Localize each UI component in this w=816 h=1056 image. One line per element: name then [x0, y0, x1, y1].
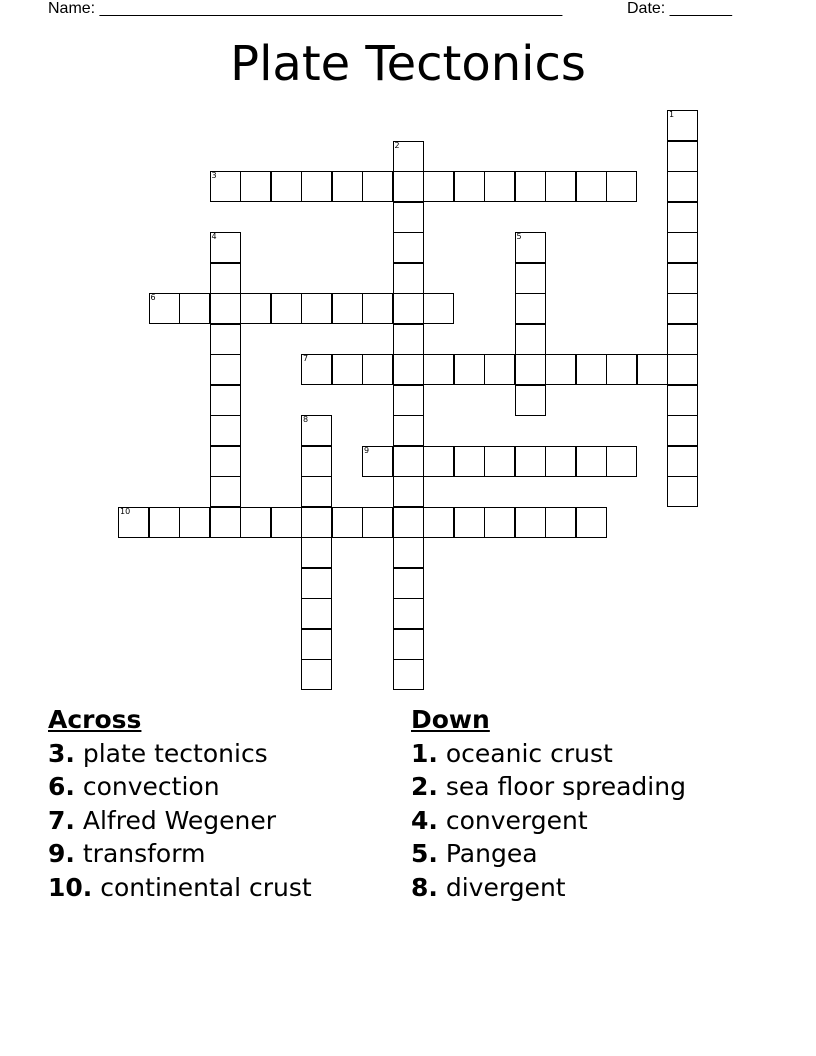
grid-cell[interactable]: [332, 171, 363, 202]
grid-cell[interactable]: [301, 293, 332, 324]
cell-number: 10: [120, 506, 131, 516]
clue-text: oceanic crust: [445, 738, 613, 768]
grid-cell[interactable]: [667, 171, 698, 202]
grid-cell[interactable]: [484, 171, 515, 202]
grid-cell[interactable]: [118, 507, 149, 538]
grid-cell[interactable]: [576, 507, 607, 538]
clue-text: continental crust: [100, 872, 312, 902]
grid-cell[interactable]: [667, 293, 698, 324]
grid-cell[interactable]: [240, 293, 271, 324]
grid-cell[interactable]: [301, 415, 332, 446]
grid-cell[interactable]: [667, 141, 698, 172]
clue-item: [411, 871, 686, 905]
clue-item: [48, 804, 312, 838]
grid-cell[interactable]: [210, 171, 241, 202]
clue-number: 1.: [411, 738, 438, 768]
clue-item: [411, 737, 686, 771]
grid-cell[interactable]: [454, 171, 485, 202]
cell-number: 3: [211, 171, 217, 180]
grid-cell[interactable]: [393, 354, 424, 385]
grid-cell[interactable]: [393, 232, 424, 263]
name-field: Name: ____________________________________________________: [48, 0, 563, 17]
down-clues: [411, 703, 686, 904]
grid-cell[interactable]: [545, 507, 576, 538]
grid-cell[interactable]: [301, 354, 332, 385]
grid-cell[interactable]: [301, 598, 332, 629]
date-field: Date: _______: [627, 0, 732, 17]
grid-cell[interactable]: [332, 354, 363, 385]
grid-cell[interactable]: [637, 354, 668, 385]
grid-cell[interactable]: [393, 171, 424, 202]
grid-cell[interactable]: [393, 537, 424, 568]
grid-cell[interactable]: [332, 507, 363, 538]
grid-cell[interactable]: [454, 354, 485, 385]
across-clues: [48, 703, 312, 904]
grid-cell[interactable]: [362, 293, 393, 324]
clue-number: 5.: [411, 839, 438, 868]
grid-cell[interactable]: [210, 293, 241, 324]
clue-item: [48, 770, 312, 804]
grid-cell[interactable]: [301, 537, 332, 568]
grid-cell[interactable]: [210, 446, 241, 477]
grid-cell[interactable]: [606, 446, 637, 477]
clue-text: Pangea: [445, 839, 538, 868]
grid-cell[interactable]: [393, 141, 424, 172]
grid-cell[interactable]: [545, 446, 576, 477]
clue-number: 4.: [411, 805, 438, 835]
grid-cell[interactable]: [515, 507, 546, 538]
clue-item: [48, 737, 312, 771]
grid-cell[interactable]: [393, 629, 424, 660]
grid-cell[interactable]: [210, 263, 241, 294]
grid-cell[interactable]: [301, 446, 332, 477]
grid-cell[interactable]: [271, 171, 302, 202]
clue-text: transform: [82, 839, 206, 868]
grid-cell[interactable]: [240, 507, 271, 538]
cell-number: 2: [394, 140, 400, 150]
grid-cell[interactable]: [667, 476, 698, 507]
grid-cell[interactable]: [423, 293, 454, 324]
grid-cell[interactable]: [301, 568, 332, 599]
cell-number: 4: [211, 232, 217, 241]
clue-text: convection: [82, 772, 220, 801]
clue-number: 10.: [48, 872, 93, 902]
grid-cell[interactable]: [362, 446, 393, 477]
grid-cell[interactable]: [423, 354, 454, 385]
grid-cell[interactable]: [667, 415, 698, 446]
clue-text: divergent: [445, 872, 566, 902]
grid-cell[interactable]: [576, 171, 607, 202]
grid-cell[interactable]: [484, 354, 515, 385]
clue-number: 2.: [411, 772, 438, 801]
cell-number: 9: [364, 445, 370, 455]
grid-cell[interactable]: [332, 293, 363, 324]
clue-item: [411, 770, 686, 804]
grid-cell[interactable]: [667, 324, 698, 355]
grid-cell[interactable]: [423, 507, 454, 538]
grid-cell[interactable]: [515, 293, 546, 324]
clue-number: 7.: [48, 805, 75, 835]
grid-cell[interactable]: [667, 202, 698, 233]
grid-cell[interactable]: [667, 385, 698, 416]
grid-cell[interactable]: [576, 446, 607, 477]
grid-cell[interactable]: [210, 385, 241, 416]
grid-cell[interactable]: [454, 446, 485, 477]
clue-item: [411, 837, 686, 871]
grid-cell[interactable]: [515, 354, 546, 385]
grid-cell[interactable]: [515, 446, 546, 477]
grid-cell[interactable]: [362, 354, 393, 385]
down-heading: Down: [411, 705, 490, 734]
grid-cell[interactable]: [149, 507, 180, 538]
grid-cell[interactable]: [362, 171, 393, 202]
grid-cell[interactable]: [240, 171, 271, 202]
grid-cell[interactable]: [210, 324, 241, 355]
grid-cell[interactable]: [210, 476, 241, 507]
clue-number: 3.: [48, 738, 75, 768]
grid-cell[interactable]: [149, 293, 180, 324]
across-heading: Across: [48, 705, 142, 734]
grid-cell[interactable]: [179, 293, 210, 324]
grid-cell[interactable]: [515, 385, 546, 416]
grid-cell[interactable]: [545, 171, 576, 202]
grid-cell[interactable]: [545, 354, 576, 385]
grid-cell[interactable]: [210, 354, 241, 385]
clue-item: [48, 871, 312, 905]
grid-cell[interactable]: [667, 446, 698, 477]
grid-cell[interactable]: [301, 507, 332, 538]
cell-number: 8: [303, 415, 309, 424]
grid-cell[interactable]: [271, 293, 302, 324]
clue-number: 8.: [411, 872, 438, 902]
grid-cell[interactable]: [210, 232, 241, 263]
grid-cell[interactable]: [393, 446, 424, 477]
grid-cell[interactable]: [210, 415, 241, 446]
grid-cell[interactable]: [301, 659, 332, 690]
grid-cell[interactable]: [179, 507, 210, 538]
grid-cell[interactable]: [667, 110, 698, 141]
grid-cell[interactable]: [515, 232, 546, 263]
grid-cell[interactable]: [210, 507, 241, 538]
grid-cell[interactable]: [576, 354, 607, 385]
grid-cell[interactable]: [362, 507, 393, 538]
grid-cell[interactable]: [606, 171, 637, 202]
grid-cell[interactable]: [515, 263, 546, 294]
grid-cell[interactable]: [393, 202, 424, 233]
clue-item: [411, 804, 686, 838]
page-title: Plate Tectonics: [230, 36, 586, 92]
clue-text: convergent: [445, 805, 588, 835]
grid-cell[interactable]: [454, 507, 485, 538]
grid-cell[interactable]: [301, 629, 332, 660]
cell-number: 6: [150, 293, 156, 302]
grid-cell[interactable]: [423, 446, 454, 477]
grid-cell[interactable]: [606, 354, 637, 385]
grid-cell[interactable]: [271, 507, 302, 538]
grid-cell[interactable]: [393, 385, 424, 416]
cell-number: 5: [516, 232, 522, 241]
grid-cell[interactable]: [667, 232, 698, 263]
clue-text: plate tectonics: [82, 738, 268, 768]
grid-cell[interactable]: [393, 324, 424, 355]
grid-cell[interactable]: [515, 171, 546, 202]
cell-number: 1: [669, 110, 675, 119]
grid-cell[interactable]: [423, 171, 454, 202]
clue-item: [48, 837, 312, 871]
cell-number: 7: [303, 354, 309, 363]
grid-cell[interactable]: [393, 263, 424, 294]
clue-number: 6.: [48, 772, 75, 801]
grid-cell[interactable]: [484, 507, 515, 538]
grid-cell[interactable]: [393, 598, 424, 629]
grid-cell[interactable]: [393, 476, 424, 507]
grid-cell[interactable]: [667, 263, 698, 294]
grid-cell[interactable]: [667, 354, 698, 385]
grid-cell[interactable]: [393, 568, 424, 599]
grid-cell[interactable]: [393, 415, 424, 446]
grid-cell[interactable]: [301, 171, 332, 202]
grid-cell[interactable]: [515, 324, 546, 355]
grid-cell[interactable]: [484, 446, 515, 477]
grid-cell[interactable]: [393, 507, 424, 538]
grid-cell[interactable]: [393, 659, 424, 690]
grid-cell[interactable]: [301, 476, 332, 507]
grid-cell[interactable]: [393, 293, 424, 324]
clue-number: 9.: [48, 839, 75, 868]
clue-text: Alfred Wegener: [82, 805, 277, 835]
clue-text: sea floor spreading: [445, 772, 686, 801]
